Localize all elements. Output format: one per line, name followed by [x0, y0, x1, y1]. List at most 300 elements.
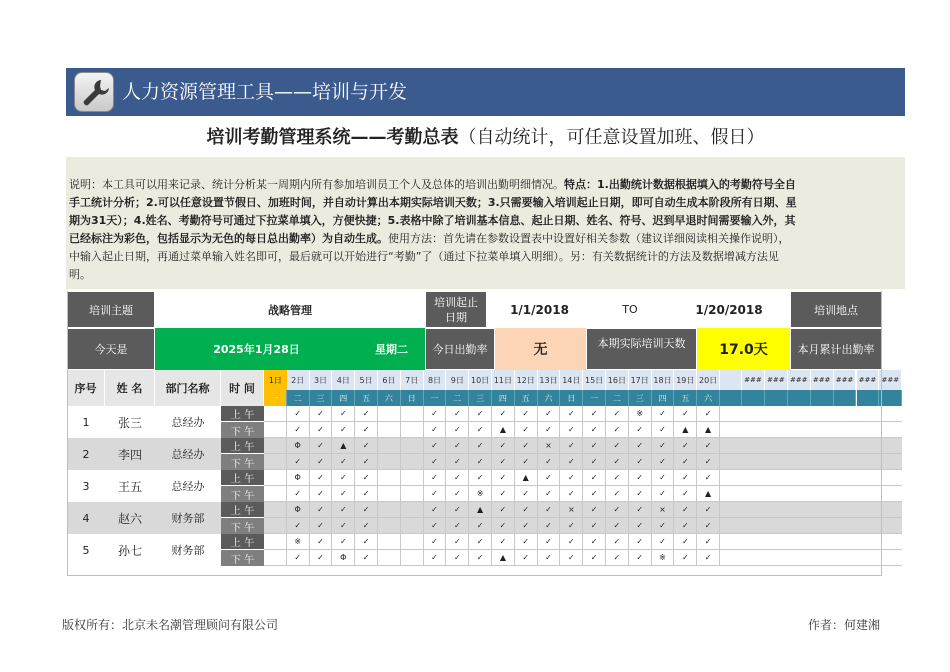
- attendance-cell[interactable]: ✓: [446, 422, 469, 438]
- place-label: 培训地点: [790, 291, 882, 328]
- topic-value[interactable]: 战略管理: [155, 291, 425, 328]
- pm-label: 下 午: [221, 454, 264, 470]
- employee-dept: 总经办: [155, 470, 221, 502]
- attendance-cell[interactable]: ✓: [538, 534, 561, 550]
- weekday-header: 五: [674, 390, 697, 406]
- attendance-cell[interactable]: ✓: [515, 502, 538, 518]
- attendance-cell[interactable]: ✓: [492, 470, 515, 486]
- attendance-cell[interactable]: ✓: [538, 422, 561, 438]
- am-label: 上 午: [221, 438, 264, 454]
- attendance-cell[interactable]: ✓: [560, 422, 583, 438]
- attendance-cell[interactable]: ✓: [697, 534, 720, 550]
- day-header[interactable]: 4日: [332, 370, 355, 390]
- overflow-day-header: ###: [742, 370, 765, 390]
- attendance-cell[interactable]: [401, 534, 424, 550]
- attendance-overflow: [720, 534, 902, 550]
- weekday-header: 一: [424, 390, 447, 406]
- attendance-cell[interactable]: ✓: [424, 470, 447, 486]
- attendance-cell[interactable]: ✓: [652, 454, 675, 470]
- attendance-cell[interactable]: ▲: [469, 502, 492, 518]
- attendance-cell[interactable]: ✓: [310, 454, 333, 470]
- attendance-cell[interactable]: ✓: [355, 486, 378, 502]
- instruction-line: [69, 230, 905, 248]
- attendance-cell[interactable]: ✓: [652, 518, 675, 534]
- attendance-cell[interactable]: ✓: [515, 550, 538, 566]
- attendance-cell[interactable]: ✓: [560, 454, 583, 470]
- weekday-header: 三: [310, 390, 333, 406]
- attendance-cell[interactable]: ✓: [515, 438, 538, 454]
- weekday-header: 日: [401, 390, 424, 406]
- instruction-line: [69, 248, 905, 266]
- day-header[interactable]: 19日: [674, 370, 697, 390]
- attendance-cell[interactable]: [264, 406, 287, 422]
- attendance-cell[interactable]: ✓: [515, 534, 538, 550]
- attendance-cell[interactable]: ✓: [697, 454, 720, 470]
- attendance-cell[interactable]: ✓: [629, 470, 652, 486]
- attendance-cell[interactable]: [378, 518, 401, 534]
- end-date[interactable]: 1/20/2018: [668, 291, 790, 328]
- actual-days-label: 本期实际培训天数: [586, 328, 697, 370]
- attendance-cell[interactable]: ✓: [332, 470, 355, 486]
- attendance-cell[interactable]: ✓: [583, 550, 606, 566]
- weekday-value: 星期二: [358, 328, 425, 370]
- attendance-cell[interactable]: ✓: [332, 454, 355, 470]
- attendance-cell[interactable]: ✓: [332, 502, 355, 518]
- attendance-cell[interactable]: ✓: [310, 422, 333, 438]
- attendance-cell[interactable]: ✓: [355, 470, 378, 486]
- day-header[interactable]: 7日: [401, 370, 424, 390]
- attendance-cell[interactable]: ✓: [652, 406, 675, 422]
- weekday-header: 五: [355, 390, 378, 406]
- app-header: [66, 68, 905, 116]
- attendance-cell[interactable]: ※: [287, 534, 310, 550]
- attendance-cell[interactable]: ✓: [492, 486, 515, 502]
- attendance-cell[interactable]: ✓: [560, 438, 583, 454]
- day-header[interactable]: 12日: [515, 370, 538, 390]
- attendance-cell[interactable]: ✓: [355, 438, 378, 454]
- overflow-weekday-header: [857, 390, 880, 406]
- attendance-cell[interactable]: [378, 550, 401, 566]
- attendance-cell[interactable]: [401, 470, 424, 486]
- attendance-cell[interactable]: [378, 470, 401, 486]
- attendance-cell[interactable]: ✓: [310, 502, 333, 518]
- attendance-cell[interactable]: ✓: [310, 550, 333, 566]
- attendance-cell[interactable]: ✓: [697, 406, 720, 422]
- attendance-cell[interactable]: ✓: [652, 422, 675, 438]
- attendance-cell[interactable]: ✓: [515, 518, 538, 534]
- attendance-cell[interactable]: [401, 550, 424, 566]
- attendance-cell[interactable]: ✓: [560, 406, 583, 422]
- attendance-cell[interactable]: [378, 502, 401, 518]
- attendance-cell[interactable]: ✓: [674, 502, 697, 518]
- weekday-header: 四: [492, 390, 515, 406]
- attendance-cell[interactable]: ✓: [355, 534, 378, 550]
- attendance-cell[interactable]: [401, 454, 424, 470]
- weekday-header: 六: [538, 390, 561, 406]
- attendance-cell[interactable]: ✓: [674, 486, 697, 502]
- attendance-cell[interactable]: ✓: [629, 454, 652, 470]
- attendance-cell[interactable]: ✓: [652, 534, 675, 550]
- attendance-cell[interactable]: ✓: [424, 438, 447, 454]
- attendance-cell[interactable]: ✓: [538, 502, 561, 518]
- attendance-cell[interactable]: ✓: [583, 470, 606, 486]
- attendance-cell[interactable]: ✓: [446, 470, 469, 486]
- attendance-cell[interactable]: ✓: [355, 502, 378, 518]
- attendance-cell[interactable]: ✓: [606, 502, 629, 518]
- attendance-cell[interactable]: [378, 486, 401, 502]
- pm-label: 下 午: [221, 486, 264, 502]
- attendance-cell[interactable]: ✓: [697, 550, 720, 566]
- attendance-cell[interactable]: ✓: [583, 454, 606, 470]
- attendance-cell[interactable]: ✓: [446, 534, 469, 550]
- attendance-cell[interactable]: [378, 422, 401, 438]
- attendance-cell[interactable]: [378, 534, 401, 550]
- attendance-cell[interactable]: ✓: [492, 438, 515, 454]
- attendance-cell[interactable]: ✓: [469, 406, 492, 422]
- attendance-cell[interactable]: ✓: [469, 550, 492, 566]
- pm-label: 下 午: [221, 518, 264, 534]
- attendance-cell[interactable]: ✓: [355, 422, 378, 438]
- attendance-cell[interactable]: ▲: [515, 470, 538, 486]
- attendance-cell[interactable]: ✓: [674, 518, 697, 534]
- attendance-cell[interactable]: ✓: [674, 534, 697, 550]
- day-header[interactable]: 11日: [492, 370, 515, 390]
- attendance-cell[interactable]: ✓: [446, 502, 469, 518]
- start-date[interactable]: 1/1/2018: [487, 291, 592, 328]
- attendance-cell[interactable]: ✓: [583, 502, 606, 518]
- day-header[interactable]: 20日: [697, 370, 720, 390]
- monthly-rate-label: 本月累计出勤率: [790, 328, 882, 370]
- day-header[interactable]: 13日: [538, 370, 561, 390]
- attendance-cell[interactable]: ✓: [606, 438, 629, 454]
- attendance-cell[interactable]: ✓: [515, 422, 538, 438]
- col-header-no: 序号: [67, 370, 105, 406]
- attendance-cell[interactable]: ✓: [287, 422, 310, 438]
- attendance-cell[interactable]: [264, 422, 287, 438]
- instruction-text: 使用方法：首先请在参数设置表中设置好相关参数（建议详细阅读相关操作说明），: [388, 232, 790, 245]
- overflow-weekday-header: [834, 390, 857, 406]
- page-title: [66, 126, 905, 150]
- weekday-header: 二: [606, 390, 629, 406]
- instruction-highlight: 手工统计分析；2.可以任意设置节假日、加班时间，并自动计算出本期实际培训天数；3.只需要输入培训起止日期，即可自动生成本阶段所有日期、星: [69, 196, 797, 209]
- attendance-cell[interactable]: ✓: [629, 438, 652, 454]
- attendance-cell[interactable]: ✓: [515, 486, 538, 502]
- employee-no: 3: [67, 470, 105, 502]
- attendance-cell[interactable]: [264, 502, 287, 518]
- attendance-cell[interactable]: [401, 422, 424, 438]
- employee-name[interactable]: 李四: [105, 438, 155, 470]
- attendance-cell[interactable]: ✓: [560, 486, 583, 502]
- daily-rate-label: 今日出勤率: [425, 328, 495, 370]
- attendance-cell[interactable]: Φ: [287, 502, 310, 518]
- weekday-header: 一: [583, 390, 606, 406]
- attendance-cell[interactable]: ✓: [538, 454, 561, 470]
- attendance-cell[interactable]: ✓: [606, 486, 629, 502]
- attendance-cell[interactable]: ✓: [355, 406, 378, 422]
- attendance-cell[interactable]: ✓: [287, 486, 310, 502]
- day-header[interactable]: 3日: [310, 370, 333, 390]
- overflow-day-header: ###: [834, 370, 857, 390]
- attendance-cell[interactable]: Φ: [287, 438, 310, 454]
- attendance-cell[interactable]: ✓: [355, 454, 378, 470]
- attendance-cell[interactable]: ✓: [310, 406, 333, 422]
- day-header[interactable]: 18日: [652, 370, 675, 390]
- employee-dept: 总经办: [155, 438, 221, 470]
- overflow-day-header: ###: [765, 370, 788, 390]
- attendance-cell[interactable]: ✓: [629, 534, 652, 550]
- attendance-cell[interactable]: ✓: [310, 486, 333, 502]
- attendance-cell[interactable]: ✓: [469, 518, 492, 534]
- attendance-cell[interactable]: ※: [629, 406, 652, 422]
- attendance-cell[interactable]: ✓: [674, 454, 697, 470]
- overflow-day-header: ###: [788, 370, 811, 390]
- attendance-cell[interactable]: ✓: [446, 486, 469, 502]
- attendance-cell[interactable]: ✓: [424, 486, 447, 502]
- attendance-cell[interactable]: ✓: [424, 502, 447, 518]
- attendance-cell[interactable]: ✓: [424, 550, 447, 566]
- employee-name[interactable]: 孙七: [105, 534, 155, 566]
- attendance-cell[interactable]: ✓: [287, 550, 310, 566]
- today-value: 2025年1月28日: [155, 328, 358, 370]
- attendance-cell[interactable]: ✓: [697, 470, 720, 486]
- attendance-cell[interactable]: ✓: [606, 534, 629, 550]
- overflow-weekday-header: [742, 390, 765, 406]
- attendance-cell[interactable]: ✓: [697, 438, 720, 454]
- attendance-cell[interactable]: Φ: [332, 550, 355, 566]
- attendance-cell[interactable]: ✓: [583, 438, 606, 454]
- attendance-cell[interactable]: ✓: [583, 406, 606, 422]
- attendance-cell[interactable]: ※: [469, 486, 492, 502]
- day-header[interactable]: 5日: [355, 370, 378, 390]
- employee-dept: 财务部: [155, 502, 221, 534]
- attendance-cell[interactable]: [264, 518, 287, 534]
- attendance-cell[interactable]: ✓: [538, 486, 561, 502]
- instructions-panel: [66, 157, 905, 289]
- attendance-cell[interactable]: ✓: [583, 486, 606, 502]
- attendance-overflow: [720, 550, 902, 566]
- attendance-cell[interactable]: ✓: [424, 518, 447, 534]
- overflow-day-header: ###: [811, 370, 834, 390]
- am-label: 上 午: [221, 470, 264, 486]
- attendance-cell[interactable]: ✓: [287, 518, 310, 534]
- attendance-cell[interactable]: ▲: [332, 438, 355, 454]
- attendance-cell[interactable]: ▲: [674, 422, 697, 438]
- attendance-cell[interactable]: ✓: [332, 486, 355, 502]
- overflow-weekday-header: [788, 390, 811, 406]
- attendance-cell[interactable]: ✓: [629, 486, 652, 502]
- day-header[interactable]: 16日: [606, 370, 629, 390]
- attendance-cell[interactable]: ✓: [606, 518, 629, 534]
- attendance-cell[interactable]: ✓: [424, 534, 447, 550]
- attendance-cell[interactable]: [401, 438, 424, 454]
- employee-no: 4: [67, 502, 105, 534]
- attendance-cell[interactable]: ✓: [606, 422, 629, 438]
- page-title-sub: （自动统计，可任意设置加班、假日）: [458, 127, 765, 148]
- am-label: 上 午: [221, 502, 264, 518]
- attendance-cell[interactable]: ✓: [469, 470, 492, 486]
- attendance-cell[interactable]: ✓: [560, 518, 583, 534]
- attendance-cell[interactable]: [401, 502, 424, 518]
- attendance-cell[interactable]: ×: [652, 502, 675, 518]
- attendance-cell[interactable]: ✓: [583, 534, 606, 550]
- attendance-cell[interactable]: [264, 534, 287, 550]
- attendance-overflow: [720, 406, 902, 422]
- attendance-cell[interactable]: ✓: [332, 406, 355, 422]
- attendance-cell[interactable]: ✓: [446, 550, 469, 566]
- attendance-cell[interactable]: ▲: [492, 550, 515, 566]
- attendance-cell[interactable]: ✓: [424, 422, 447, 438]
- attendance-cell[interactable]: ✓: [652, 470, 675, 486]
- attendance-cell[interactable]: ✓: [538, 470, 561, 486]
- table-border: [67, 291, 68, 576]
- attendance-cell[interactable]: ✓: [629, 550, 652, 566]
- instruction-line: [69, 194, 905, 212]
- employee-name[interactable]: 张三: [105, 406, 155, 438]
- attendance-cell[interactable]: ✓: [560, 534, 583, 550]
- attendance-cell[interactable]: ✓: [424, 406, 447, 422]
- attendance-cell[interactable]: [401, 518, 424, 534]
- attendance-cell[interactable]: ✓: [287, 406, 310, 422]
- attendance-cell[interactable]: ✓: [538, 550, 561, 566]
- attendance-cell[interactable]: ✓: [310, 438, 333, 454]
- topic-label: 培训主题: [67, 291, 155, 328]
- attendance-cell[interactable]: [378, 406, 401, 422]
- attendance-cell[interactable]: ✓: [606, 406, 629, 422]
- attendance-cell[interactable]: ✓: [583, 518, 606, 534]
- attendance-cell[interactable]: [264, 486, 287, 502]
- attendance-cell[interactable]: ✓: [332, 534, 355, 550]
- employee-name[interactable]: 王五: [105, 470, 155, 502]
- attendance-cell[interactable]: [264, 454, 287, 470]
- attendance-table: [67, 291, 900, 576]
- copyright-text: 版权所有：北京未名潮管理顾问有限公司: [62, 618, 279, 632]
- day-header-blank: [720, 370, 742, 390]
- attendance-cell[interactable]: ✓: [652, 486, 675, 502]
- attendance-cell[interactable]: ✓: [697, 502, 720, 518]
- attendance-cell[interactable]: Φ: [287, 470, 310, 486]
- attendance-cell[interactable]: [401, 486, 424, 502]
- employee-name[interactable]: 赵六: [105, 502, 155, 534]
- attendance-cell[interactable]: ✓: [583, 422, 606, 438]
- weekday-header: 二: [287, 390, 310, 406]
- attendance-cell[interactable]: ✓: [355, 518, 378, 534]
- attendance-cell[interactable]: ✓: [674, 438, 697, 454]
- attendance-cell[interactable]: ✓: [287, 454, 310, 470]
- attendance-cell[interactable]: ✓: [629, 422, 652, 438]
- attendance-cell[interactable]: ✓: [515, 406, 538, 422]
- attendance-cell[interactable]: ✓: [310, 470, 333, 486]
- attendance-cell[interactable]: ✓: [469, 422, 492, 438]
- instruction-line: [69, 176, 905, 194]
- day-header[interactable]: 6日: [378, 370, 401, 390]
- attendance-cell[interactable]: ✓: [652, 438, 675, 454]
- attendance-cell[interactable]: ✓: [560, 550, 583, 566]
- col-header-dept: 部门名称: [155, 370, 221, 406]
- attendance-cell[interactable]: ✓: [560, 470, 583, 486]
- attendance-cell[interactable]: ✓: [515, 454, 538, 470]
- attendance-cell[interactable]: ✓: [492, 502, 515, 518]
- attendance-cell[interactable]: ✓: [446, 518, 469, 534]
- attendance-cell[interactable]: ▲: [492, 422, 515, 438]
- overflow-weekday-header: [879, 390, 902, 406]
- attendance-cell[interactable]: [264, 550, 287, 566]
- attendance-cell[interactable]: ✓: [538, 406, 561, 422]
- attendance-cell[interactable]: ✓: [310, 534, 333, 550]
- day-header[interactable]: 15日: [583, 370, 606, 390]
- attendance-cell[interactable]: ✓: [355, 550, 378, 566]
- attendance-cell[interactable]: ▲: [697, 486, 720, 502]
- attendance-cell[interactable]: ✓: [469, 438, 492, 454]
- day-header[interactable]: 8日: [424, 370, 447, 390]
- attendance-cell[interactable]: [264, 470, 287, 486]
- attendance-cell[interactable]: ✓: [446, 406, 469, 422]
- attendance-cell[interactable]: ✓: [674, 470, 697, 486]
- attendance-cell[interactable]: ✓: [332, 422, 355, 438]
- weekday-header: 日: [560, 390, 583, 406]
- attendance-cell[interactable]: [401, 406, 424, 422]
- pm-label: 下 午: [221, 422, 264, 438]
- attendance-cell[interactable]: ✓: [424, 454, 447, 470]
- attendance-cell[interactable]: ✓: [606, 470, 629, 486]
- attendance-cell[interactable]: ✓: [492, 406, 515, 422]
- attendance-cell[interactable]: ✓: [492, 534, 515, 550]
- attendance-cell[interactable]: [378, 454, 401, 470]
- employee-no: 1: [67, 406, 105, 438]
- attendance-cell[interactable]: ✓: [446, 454, 469, 470]
- page-title-main: 培训考勤管理系统——考勤总表: [206, 127, 459, 148]
- attendance-cell[interactable]: ✓: [492, 454, 515, 470]
- attendance-cell[interactable]: [264, 438, 287, 454]
- actual-days-value: 17.0天: [697, 328, 790, 370]
- attendance-cell[interactable]: ✓: [674, 550, 697, 566]
- table-border: [67, 575, 882, 576]
- overflow-day-header: ###: [879, 370, 902, 390]
- attendance-cell[interactable]: ✓: [492, 518, 515, 534]
- day-header[interactable]: 17日: [629, 370, 652, 390]
- attendance-cell[interactable]: ▲: [697, 422, 720, 438]
- weekday-header: 六: [378, 390, 401, 406]
- attendance-cell[interactable]: ✓: [697, 518, 720, 534]
- attendance-cell[interactable]: ✓: [469, 454, 492, 470]
- attendance-cell[interactable]: ✓: [446, 438, 469, 454]
- attendance-cell[interactable]: [378, 438, 401, 454]
- attendance-cell[interactable]: ✓: [538, 518, 561, 534]
- attendance-cell[interactable]: ✓: [606, 454, 629, 470]
- instruction-text: 中输入起止日期，再通过菜单输入姓名即可，最后就可以开始进行“考勤”了（通过下拉菜单填入明细）。另：有关数据统计的方法及数据增减方法见: [69, 250, 779, 263]
- attendance-cell[interactable]: ✓: [606, 550, 629, 566]
- day-header[interactable]: 10日: [469, 370, 492, 390]
- attendance-cell[interactable]: ✓: [629, 502, 652, 518]
- attendance-cell[interactable]: ✓: [629, 518, 652, 534]
- attendance-cell[interactable]: ✓: [674, 406, 697, 422]
- employee-no: 5: [67, 534, 105, 566]
- attendance-cell[interactable]: ※: [652, 550, 675, 566]
- attendance-overflow: [720, 502, 902, 518]
- day-header[interactable]: 2日: [287, 370, 310, 390]
- attendance-cell[interactable]: ×: [538, 438, 561, 454]
- attendance-cell[interactable]: ×: [560, 502, 583, 518]
- weekday-header: 二: [446, 390, 469, 406]
- day-header[interactable]: 14日: [560, 370, 583, 390]
- instruction-highlight: 期为31天）；4.姓名、考勤符号可通过下拉菜单填入，方便快捷；5.表格中除了培训基本信息、起止日期、姓名、符号、迟到早退时间需要输入外，其: [69, 214, 796, 227]
- weekday-header-blank: [720, 390, 742, 406]
- day-header[interactable]: 1日: [264, 370, 287, 390]
- attendance-overflow: [720, 438, 902, 454]
- attendance-cell[interactable]: ✓: [310, 518, 333, 534]
- attendance-cell[interactable]: ✓: [332, 518, 355, 534]
- day-header[interactable]: 9日: [446, 370, 469, 390]
- attendance-cell[interactable]: ✓: [469, 534, 492, 550]
